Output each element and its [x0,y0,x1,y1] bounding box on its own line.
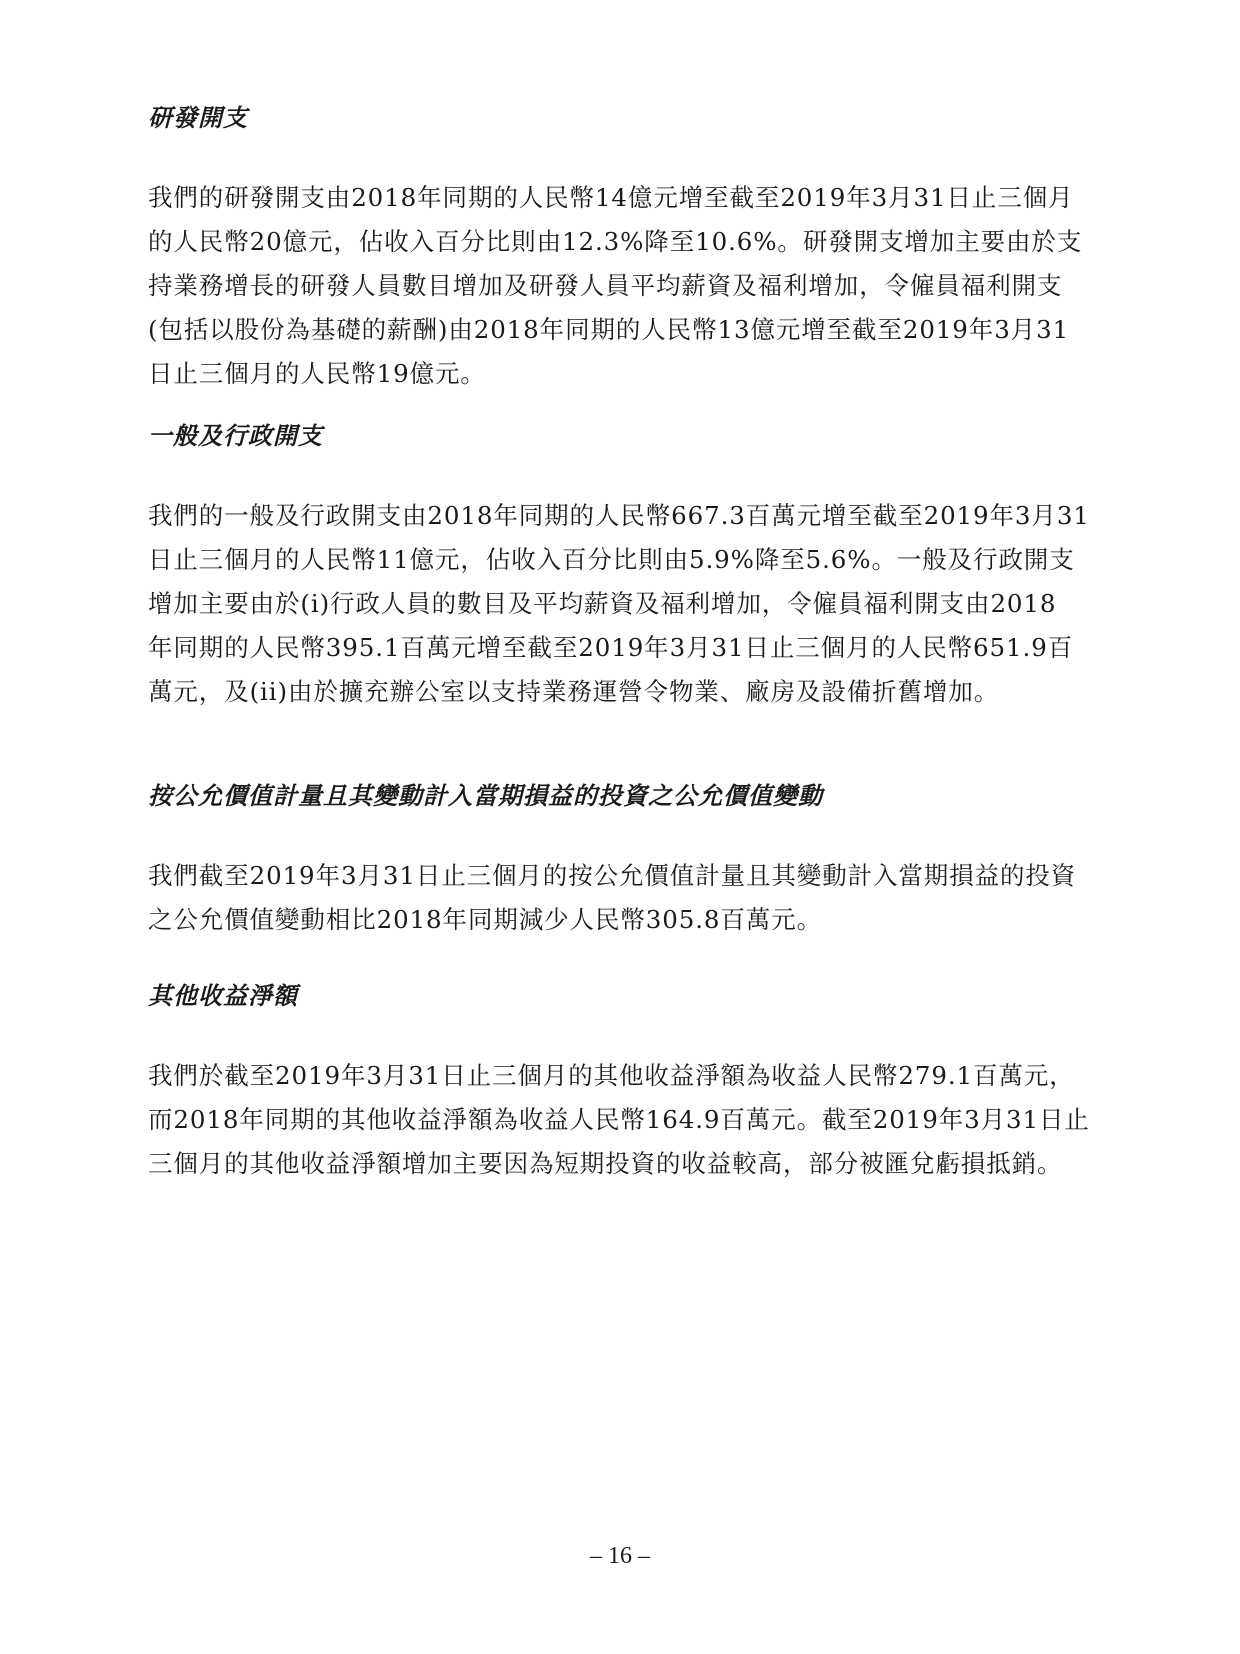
paragraph-line: 我們於截至2019年3月31日止三個月的其他收益淨額為收益人民幣279.1百萬元， [148,1061,1075,1090]
paragraph-line: (包括以股份為基礎的薪酬)由2018年同期的人民幣13億元增至截至2019年3月31 [148,315,1070,344]
paragraph-line: 我們截至2019年3月31日止三個月的按公允價值計量且其變動計入當期損益的投資 [148,861,1077,890]
section-heading-rd-expenses: 研發開支 [148,104,248,132]
paragraph-line: 日止三個月的人民幣11億元，佔收入百分比則由5.9%降至5.6%。一般及行政開支 [148,545,1075,574]
paragraph-line: 日止三個月的人民幣19億元。 [148,359,486,388]
paragraph-line: 而2018年同期的其他收益淨額為收益人民幣164.9百萬元。截至2019年3月31日止 [148,1105,1090,1134]
section-heading-other-gains: 其他收益淨額 [148,982,298,1010]
section-paragraph-fair-value-changes [148,854,1108,942]
section-paragraph-other-gains [148,1054,1108,1186]
section-paragraph-admin-expenses [148,494,1108,714]
section-heading-admin-expenses: 一般及行政開支 [148,422,323,450]
section-paragraph-rd-expenses [148,176,1108,396]
section-heading-fair-value-changes: 按公允價值計量且其變動計入當期損益的投資之公允價值變動 [148,782,823,810]
paragraph-line: 的人民幣20億元，佔收入百分比則由12.3%降至10.6%。研發開支增加主要由於支 [148,227,1083,256]
paragraph-line: 持業務增長的研發人員數目增加及研發人員平均薪資及福利增加，令僱員福利開支 [148,271,1063,300]
paragraph-line: 增加主要由於(i)行政人員的數目及平均薪資及福利增加，令僱員福利開支由2018 [148,589,1057,618]
page-number: – 16 – [590,1543,650,1569]
paragraph-line: 萬元，及(ii)由於擴充辦公室以支持業務運營令物業、廠房及設備折舊增加。 [148,677,1000,706]
paragraph-line: 之公允價值變動相比2018年同期減少人民幣305.8百萬元。 [148,905,822,934]
paragraph-line: 三個月的其他收益淨額增加主要因為短期投資的收益較高，部分被匯兌虧損抵銷。 [148,1149,1063,1178]
paragraph-line: 我們的一般及行政開支由2018年同期的人民幣667.3百萬元增至截至2019年3月31 [148,501,1090,530]
paragraph-line: 我們的研發開支由2018年同期的人民幣14億元增至截至2019年3月31日止三個月 [148,183,1074,212]
paragraph-line: 年同期的人民幣395.1百萬元增至截至2019年3月31日止三個月的人民幣651.9百 [148,633,1074,662]
